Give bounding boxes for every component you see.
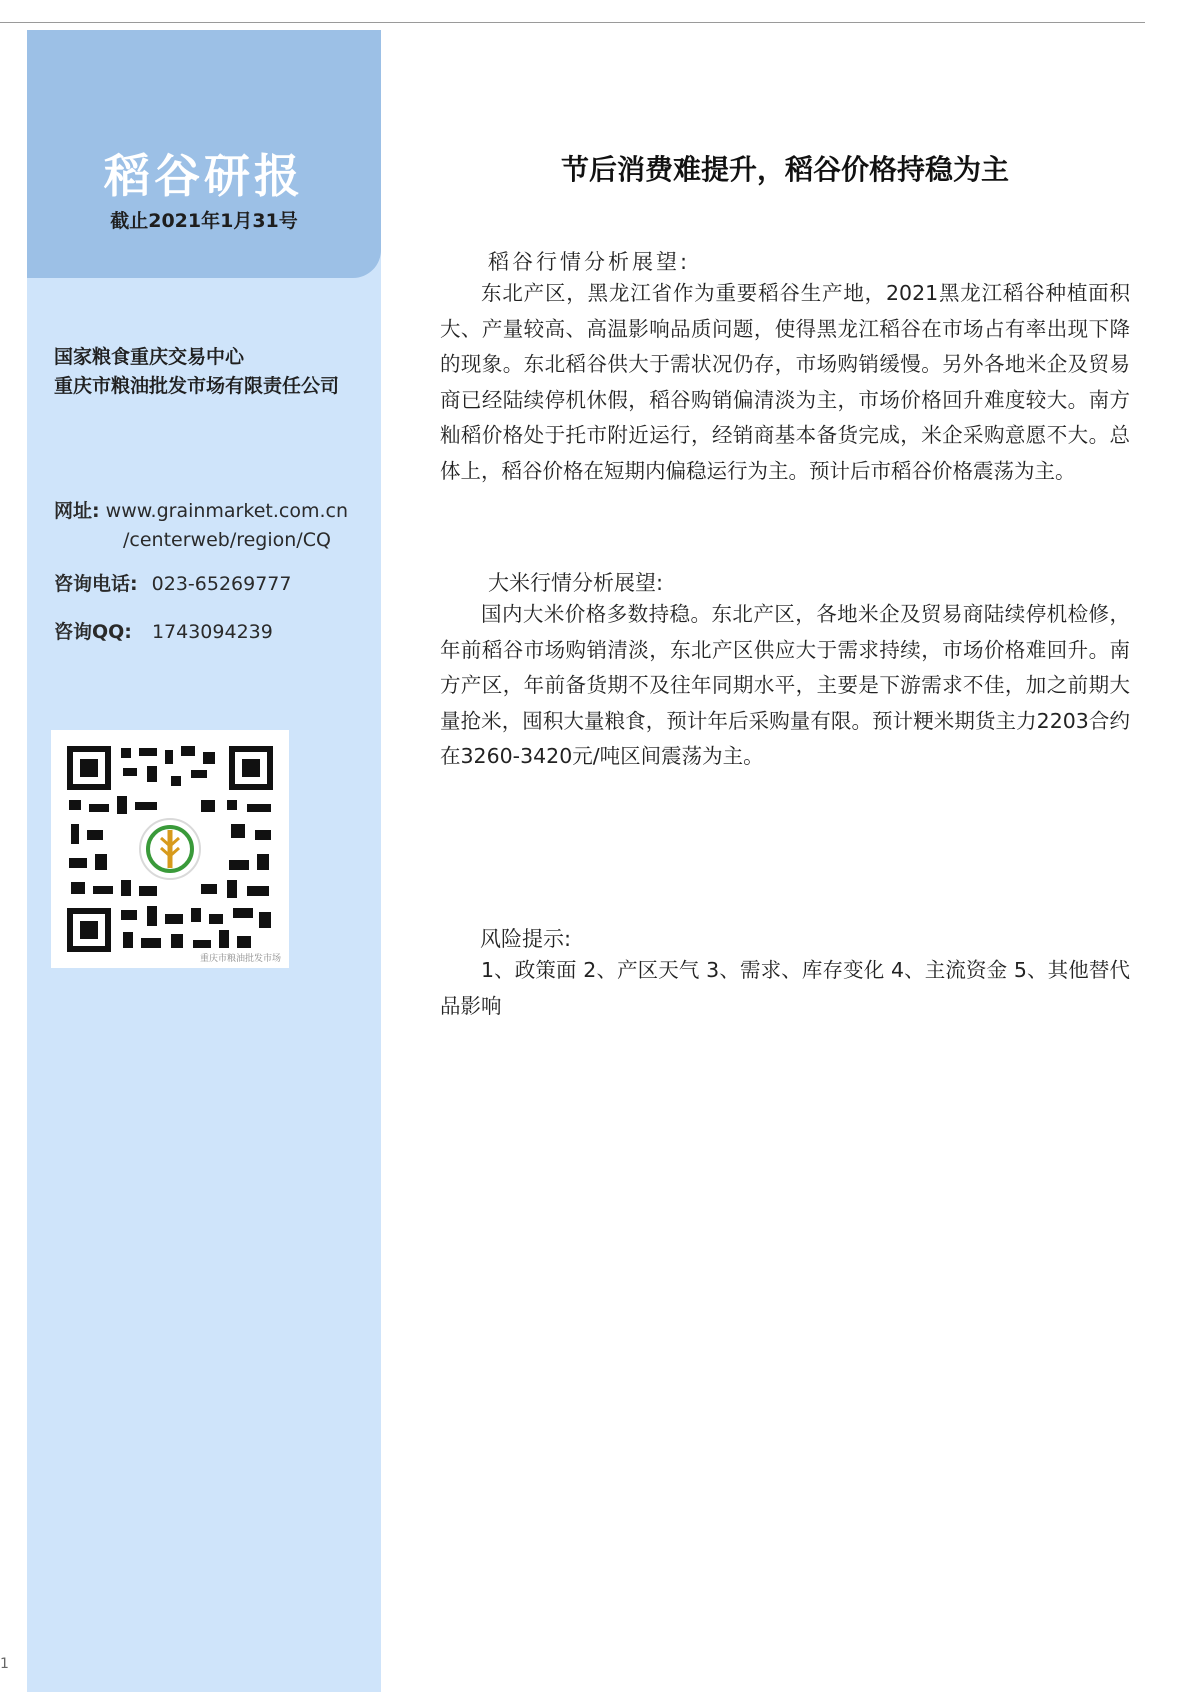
section-body-risk: 1、政策面 2、产区天气 3、需求、库存变化 4、主流资金 5、其他替代品影响 <box>440 958 1130 1018</box>
qr-code <box>51 730 289 968</box>
qq-line <box>54 617 273 644</box>
section-heading-rice: 大米行情分析展望: <box>488 571 664 595</box>
section-heading-risk: 风险提示: <box>480 927 572 951</box>
sidebar <box>27 30 381 1692</box>
website-line <box>54 496 348 523</box>
report-date: 截止2021年1月31号 <box>110 210 298 232</box>
website-label: 网址: <box>54 500 100 522</box>
phone-number: 023-65269777 <box>151 573 292 595</box>
page-number: 1 <box>0 1656 9 1672</box>
section-body-rice: 国内大米价格多数持稳。东北产区，各地米企及贸易商陆续停机检修，年前稻谷市场购销清淡，东北产区供应大于需求持续，市场价格难回升。南方产区，年前备货期不及往年同期水平，主要是下游需求不佳，加之前期大量抢米，囤积大量粮食，预计年后采购量有限。预计粳米期货主力2203合约在3260-3420元/吨区间震荡为主。 <box>440 602 1130 769</box>
qr-caption: 重庆市粮油批发市场 <box>199 954 281 964</box>
section-body-rice-paddy: 东北产区，黑龙江省作为重要稻谷生产地，2021黑龙江稻谷种植面积大、产量较高、高温影响品质问题，使得黑龙江稻谷在市场占有率出现下降的现象。东北稻谷供大于需状况仍存，市场购销缓慢。另外各地米企及贸易商已经陆续停机休假，稻谷购销偏清淡为主，市场价格回升难度较大。南方籼稻价格处于托市附近运行，经销商基本备货完成，米企采购意愿不大。总体上，稻谷价格在短期内偏稳运行为主。预计后市稻谷价格震荡为主。 <box>440 281 1130 483</box>
sidebar-header <box>27 30 381 278</box>
phone-line <box>54 569 291 596</box>
top-rule <box>0 22 1145 23</box>
org-name-2: 重庆市粮油批发市场有限责任公司 <box>54 375 340 397</box>
website-url[interactable]: www.grainmarket.com.cn <box>105 500 348 522</box>
qq-number: 1743094239 <box>151 621 273 643</box>
qr-code-graphic <box>51 730 289 968</box>
org-name-1: 国家粮食重庆交易中心 <box>54 346 245 368</box>
website-url-path[interactable]: /centerweb/region/CQ <box>123 529 331 551</box>
phone-label: 咨询电话: <box>54 573 138 595</box>
section-heading-rice-paddy: 稻谷行情分析展望: <box>488 250 691 274</box>
article-title: 节后消费难提升，稻谷价格持稳为主 <box>560 153 1009 186</box>
brand-title: 稻谷研报 <box>104 149 304 203</box>
qq-label: 咨询QQ: <box>54 621 132 643</box>
